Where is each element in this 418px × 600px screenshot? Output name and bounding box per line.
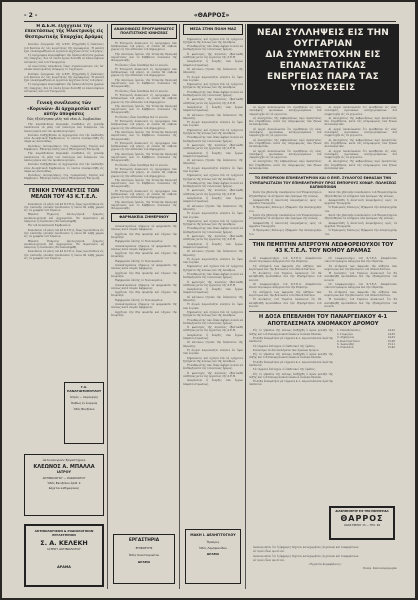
header-rule — [24, 21, 396, 22]
column-3 — [183, 24, 243, 589]
headline-ktel-strike: ΤΗΝ ΠΕΜΠΤΗΝ ΑΠΕΡΓΟΥΝ ΛΕΩΦΟΡΕΙΟΥΧΟΙ ΤΟΥ 43 Κ.Τ.Ε.Λ. ΤΟΥ ΝΟΜΟΥ ΔΡΑΜΑΣ — [252, 241, 394, 255]
separator — [24, 184, 104, 185]
result-name: 4. Κωνσταντίνου — [337, 339, 360, 343]
result-time: 14.52 — [387, 336, 395, 340]
results-table — [336, 329, 396, 349]
ad-panagiotopoulou: Γ.Α. ΠΑΝΑΓΙΩΤΟΠΟΥΛΟΥ Ἰατρὸς — Χειρουργός Ἰσοβίως ἐν ἐνεργείᾳ Ὁδὸς Βενιζέλου — [64, 382, 104, 444]
article-pharmacy: Διανυκτερεύουν σήμερον τὰ φαρμακεῖα τῆς πόλεως κατὰ σειρὰν ἐφημερίας. Ἀρχίζουν τὴν 8ην πρωϊνὴν καὶ λήγουν τὴν ἑπομένην. Ἐφημερεύει ἐπίσης τὸ Νοσοκομεῖον. Διανυκτερεύουν σήμερον τὰ φαρμακεῖα τῆς πόλεως κατὰ σειρὰν ἐφημερίας. Ἀρχίζουν τὴν 8ην πρωϊνὴν καὶ λήγουν τὴν ἑπομένην. Ἐφημερεύει ἐπίσης τὸ Νοσοκομεῖον. Διανυκτερεύουν σήμερον τὰ φαρμακεῖα τῆς πόλεως κατὰ σειρὰν ἐφημερίας. Ἀρχίζουν τὴν 8ην πρωϊνὴν καὶ λήγουν τὴν ἑπομένην. Ἐφημερεύει ἐπίσης τὸ Νοσοκομεῖον. Διανυκτερεύουν σήμερον τὰ φαρμακεῖα τῆς πόλεως κατὰ σειρὰν ἐφημερίας. Ἀρχίζουν τὴν 8ην πρωϊνὴν καὶ λήγουν τὴν ἑπομένην. Ἐφημερεύει ἐπίσης τὸ Νοσοκομεῖον. Διανυκτερεύουν σήμερον τὰ φαρμακεῖα τῆς πόλεως κατὰ σειρὰν ἐφημερίας. Ἀρχίζουν τὴν 8ην πρωϊνὴν καὶ λήγουν τὴν ἑπομένην. — [111, 225, 177, 317]
sports-section — [249, 329, 397, 387]
page-header — [24, 10, 396, 20]
column-4 — [249, 106, 397, 590]
subheadline-korynon: Πῶς ἐξελέγησαν μέλη τοῦ νέου Δ. Συμβουλίου — [27, 116, 101, 121]
city-box: ΜΕΣΑ ΣΤΗΝ ΠΟΛΗ ΜΑΣ — [183, 24, 243, 35]
headline-chamber: ΤΟ ΕΜΠΟΡΙΚΟΝ ΕΠΙΜΕΛΗΤΗΡΙΟΝ ΚΑΙ Ο ΕΜΠ. ΣΥΛΛΟΓΟΣ ΕΦΘΑΣΑΝ ΤΗΝ ΣΥΜΠΑΡΑΣΤΑΣΙΝ ΤΟΥ ΕΠΙΜΕΛΗΤΗΡΙΟΥ ΠΡΟΣ ΕΜΠΟΡΟΥΣ ΧΟΝΔΡ. ΠΩΛΗΣΕΩΣ ΚΑΠΝΟΠΟΙΩΝ — [249, 176, 397, 189]
headline-korynon: Γενικὴ συνέλευσις τῶν «Κορυνῶν» Αἱ ἀρχαιρεσίαι κατ’ αὐτήν ἀποφάσεις — [27, 100, 101, 116]
article-notice: Ἀνακοινοῦται ὅτι ἡ ἐφημερὶς δέχεται καταχωρήσεις ἀγγελιῶν καὶ διαφημίσεων. Αἱ τιμαὶ εἶναι προσιταί. Ἀνακοινοῦται ὅτι ἡ ἐφημερὶς δέχεται καταχωρήσεις ἀγγελιῶν καὶ διαφημίσεων. Αἱ τιμαὶ εἶναι προσιταί. «Ἐργασία Ἀναμφίβολος» Πολεμ. Καπνοπαραγωγῶν — [253, 546, 397, 571]
column-2 — [111, 24, 177, 589]
headline-doxa: Η ΔΟΞΑ ΕΠΕΒΛΗΘΗ ΤΟΥ ΠΑΝΑΡΓΕΙΑΚΟΥ 4-1 ΑΠΟΤΕΛΕΣΜΑΤΑ ΧΝΟΜΑΚΟΥ ΔΡΟΜΟΥ — [258, 314, 388, 327]
column-rule — [107, 24, 108, 589]
result-name: 3. Δημητρίου — [337, 336, 355, 340]
pharmacy-box: ΦΑΡΜΑΚΕΙΑ ΣΗΜΕΡΙΝΟΥ — [111, 213, 177, 222]
article-doxa: Εἰς τὸ γήπεδον τῆς πόλεως διεξήχθη ὁ ἀγὼν μεταξὺ τῆς Δόξης καὶ τοῦ Παναργειακοῦ ἐνώπιον πολλῶν θεατῶν. Ἡ Δόξα ἐπεκράτησε μὲ τέρματα 4-1, παρουσιάσασα ἀρίστην ἀπόδοσιν. Τὰ τέρματα ἐπέτυχον οἱ ἐπιθετικοὶ τῆς ὁμάδος. Κατωτέρω τὰ ἀποτελέσματα τῶν ἀγώνων δρόμου. Εἰς τὸ γήπεδον τῆς πόλεως διεξήχθη ὁ ἀγὼν μεταξὺ τῆς Δόξης καὶ τοῦ Παναργειακοῦ ἐνώπιον πολλῶν θεατῶν. Ἡ Δόξα ἐπεκράτησε μὲ τέρματα 4-1, παρουσιάσασα ἀρίστην ἀπόδοσιν. Τὰ τέρματα ἐπέτυχον οἱ ἐπιθετικοὶ τῆς ὁμάδος. Εἰς τὸ γήπεδον τῆς πόλεως διεξήχθη ὁ ἀγὼν μεταξὺ τῆς Δόξης καὶ τοῦ Παναργειακοῦ ἐνώπιον πολλῶν θεατῶν. Ἡ Δόξα ἐπεκράτησε μὲ τέρματα 4-1, παρουσιάσασα ἀρίστην ἀπόδοσιν. — [249, 329, 333, 387]
race-results — [336, 329, 396, 387]
article-ktel-strike: Οἱ λεωφορειοῦχοι τοῦ Κ.Τ.Ε.Λ. ἀπεφάσισαν εἰκοσιτετράωρον ἀπεργίαν διὰ τὴν Πέμπτην. Τὰ αἰτήματά των ἀφοροῦν τὴν αὔξησιν τῶν κομίστρων καὶ τὴν βελτίωσιν τοῦ ὁδικοῦ δικτύου. Ἡ Διοίκησις τοῦ Ταμείου ἀνακοινοῖ ὅτι θὰ καταβληθῇ προσπάθεια διὰ τὴν ἐξυπηρέτησιν τοῦ κοινοῦ. Οἱ λεωφορειοῦχοι τοῦ Κ.Τ.Ε.Λ. ἀπεφάσισαν εἰκοσιτετράωρον ἀπεργίαν διὰ τὴν Πέμπτην. Τὰ αἰτήματά των ἀφοροῦν τὴν αὔξησιν τῶν κομίστρων καὶ τὴν βελτίωσιν τοῦ ὁδικοῦ δικτύου. Ἡ Διοίκησις τοῦ Ταμείου ἀνακοινοῖ ὅτι θὰ καταβληθῇ προσπάθεια διὰ τὴν ἐξυπηρέτησιν τοῦ κοινοῦ. Οἱ λεωφορειοῦχοι τοῦ Κ.Τ.Ε.Λ. ἀπεφάσισαν εἰκοσιτετράωρον ἀπεργίαν διὰ τὴν Πέμπτην. Τὰ αἰτήματά των ἀφοροῦν τὴν αὔξησιν τῶν κομίστρων καὶ τὴν βελτίωσιν τοῦ ὁδικοῦ δικτύου. Ἡ Διοίκησις τοῦ Ταμείου ἀνακοινοῖ ὅτι θὰ καταβληθῇ προσπάθεια διὰ τὴν ἐξυπηρέτησιν τοῦ κοινοῦ. Οἱ λεωφορειοῦχοι τοῦ Κ.Τ.Ε.Λ. ἀπεφάσισαν εἰκοσιτετράωρον ἀπεργίαν διὰ τὴν Πέμπτην. Τὰ αἰτήματά των ἀφοροῦν τὴν αὔξησιν τῶν κομίστρων καὶ τὴν βελτίωσιν τοῦ ὁδικοῦ δικτύου. Ἡ Διοίκησις τοῦ Ταμείου ἀνακοινοῖ ὅτι θὰ καταβληθῇ προσπάθεια διὰ τὴν ἐξυπηρέτησιν τοῦ κοινοῦ. — [249, 256, 397, 308]
article-hungary: Αἱ ἀρχαὶ ἀνεκοίνωσαν ὅτι προέβησαν εἰς νέας συλλήψεις προσώπων κατηγορουμένων διὰ συμμετοχὴν εἰς τὰ γεγονότα. Αἱ ὑποσχέσεις τῆς κυβερνήσεως περὶ ἀμνηστείας δὲν ἐτηρήθησαν, κατὰ τὰς πληροφορίας τῶν ξένων ἀνταποκριτῶν. Αἱ ἀρχαὶ ἀνεκοίνωσαν ὅτι προέβησαν εἰς νέας συλλήψεις προσώπων κατηγορουμένων διὰ συμμετοχὴν εἰς τὰ γεγονότα. Αἱ ὑποσχέσεις τῆς κυβερνήσεως περὶ ἀμνηστείας δὲν ἐτηρήθησαν, κατὰ τὰς πληροφορίας τῶν ξένων ἀνταποκριτῶν. Αἱ ἀρχαὶ ἀνεκοίνωσαν ὅτι προέβησαν εἰς νέας συλλήψεις προσώπων κατηγορουμένων διὰ συμμετοχὴν εἰς τὰ γεγονότα. Αἱ ὑποσχέσεις τῆς κυβερνήσεως περὶ ἀμνηστείας δὲν ἐτηρήθησαν, κατὰ τὰς πληροφορίας τῶν ξένων ἀνταποκριτῶν. Αἱ ἀρχαὶ ἀνεκοίνωσαν ὅτι προέβησαν εἰς νέας συλλήψεις προσώπων κατηγορουμένων διὰ συμμετοχὴν εἰς τὰ γεγονότα. Αἱ ὑποσχέσεις τῆς κυβερνήσεως περὶ ἀμνηστείας δὲν ἐτηρήθησαν, κατὰ τὰς πληροφορίας τῶν ξένων ἀνταποκριτῶν. Αἱ ἀρχαὶ ἀνεκοίνωσαν ὅτι προέβησαν εἰς νέας συλλήψεις προσώπων κατηγορουμένων διὰ συμμετοχὴν εἰς τὰ γεγονότα. Αἱ ὑποσχέσεις τῆς κυβερνήσεως περὶ ἀμνηστείας δὲν ἐτηρήθησαν, κατὰ τὰς πληροφορίας τῶν ξένων ἀνταποκριτῶν. Αἱ ἀρχαὶ ἀνεκοίνωσαν ὅτι προέβησαν εἰς νέας συλλήψεις προσώπων κατηγορουμένων διὰ συμμετοχὴν εἰς τὰ γεγονότα. Αἱ ὑποσχέσεις τῆς κυβερνήσεως περὶ ἀμνηστείας δὲν ἐτηρήθησαν, κατὰ τὰς πληροφορίας τῶν ξένων ἀνταποκριτῶν. — [249, 106, 397, 171]
article-city: Σημειώσεις καὶ σχόλια διὰ τὰ τρέχοντα ζητήματα τῆς πόλεως καὶ τῆς ὑπαίθρου. Ἡ καθαριότης τῶν ὁδῶν ἀφήνει πολλὰ νὰ ἐπιθυμῇ κατὰ τὰς τελευταίας ἡμέρας. Ὁ φωτισμὸς τῆς πλατείας ἐβελτιώθη αἰσθητῶς μετὰ τὰς ἐργασίας τῆς Δ.Ε.Η. Ἀναμένεται ἡ ἔναρξις τῶν ἔργων ἀσφαλτοστρώσεως. Οἱ κάτοικοι ζητοῦν τὴν ἐπέκτασιν τῆς ὕδρευσης. Ἡ ἀγορὰ παρουσιάζει κίνησιν ἐν ὄψει τῶν ἑορτῶν. Σημειώσεις καὶ σχόλια διὰ τὰ τρέχοντα ζητήματα τῆς πόλεως καὶ τῆς ὑπαίθρου. Ἡ καθαριότης τῶν ὁδῶν ἀφήνει πολλὰ νὰ ἐπιθυμῇ κατὰ τὰς τελευταίας ἡμέρας. Ὁ φωτισμὸς τῆς πλατείας ἐβελτιώθη αἰσθητῶς μετὰ τὰς ἐργασίας τῆς Δ.Ε.Η. Ἀναμένεται ἡ ἔναρξις τῶν ἔργων ἀσφαλτοστρώσεως. Οἱ κάτοικοι ζητοῦν τὴν ἐπέκτασιν τῆς ὕδρευσης. Ἡ ἀγορὰ παρουσιάζει κίνησιν ἐν ὄψει τῶν ἑορτῶν. Σημειώσεις καὶ σχόλια διὰ τὰ τρέχοντα ζητήματα τῆς πόλεως καὶ τῆς ὑπαίθρου. Ἡ καθαριότης τῶν ὁδῶν ἀφήνει πολλὰ νὰ ἐπιθυμῇ κατὰ τὰς τελευταίας ἡμέρας. Ὁ φωτισμὸς τῆς πλατείας ἐβελτιώθη αἰσθητῶς μετὰ τὰς ἐργασίας τῆς Δ.Ε.Η. Ἀναμένεται ἡ ἔναρξις τῶν ἔργων ἀσφαλτοστρώσεως. Οἱ κάτοικοι ζητοῦν τὴν ἐπέκτασιν τῆς ὕδρευσης. Ἡ ἀγορὰ παρουσιάζει κίνησιν ἐν ὄψει τῶν ἑορτῶν. Σημειώσεις καὶ σχόλια διὰ τὰ τρέχοντα ζητήματα τῆς πόλεως καὶ τῆς ὑπαίθρου. Ἡ καθαριότης τῶν ὁδῶν ἀφήνει πολλὰ νὰ ἐπιθυμῇ κατὰ τὰς τελευταίας ἡμέρας. Ὁ φωτισμὸς τῆς πλατείας ἐβελτιώθη αἰσθητῶς μετὰ τὰς ἐργασίας τῆς Δ.Ε.Η. Ἀναμένεται ἡ ἔναρξις τῶν ἔργων ἀσφαλτοστρώσεως. Οἱ κάτοικοι ζητοῦν τὴν ἐπέκτασιν τῆς ὕδρευσης. Ἡ ἀγορὰ παρουσιάζει κίνησιν ἐν ὄψει τῶν ἑορτῶν. Σημειώσεις καὶ σχόλια διὰ τὰ τρέχοντα ζητήματα τῆς πόλεως καὶ τῆς ὑπαίθρου. Ἡ καθαριότης τῶν ὁδῶν ἀφήνει πολλὰ νὰ ἐπιθυμῇ κατὰ τὰς τελευταίας ἡμέρας. Ὁ φωτισμὸς τῆς πλατείας ἐβελτιώθη αἰσθητῶς μετὰ τὰς ἐργασίας τῆς Δ.Ε.Η. Ἀναμένεται ἡ ἔναρξις τῶν ἔργων ἀσφαλτοστρώσεως. Οἱ κάτοικοι ζητοῦν τὴν ἐπέκτασιν τῆς ὕδρευσης. Ἡ ἀγορὰ παρουσιάζει κίνησιν ἐν ὄψει τῶν ἑορτῶν. Σημειώσεις καὶ σχόλια διὰ τὰ τρέχοντα ζητήματα τῆς πόλεως καὶ τῆς ὑπαίθρου. Ἡ καθαριότης τῶν ὁδῶν ἀφήνει πολλὰ νὰ ἐπιθυμῇ κατὰ τὰς τελευταίας ἡμέρας. Ὁ φωτισμὸς τῆς πλατείας ἐβελτιώθη αἰσθητῶς μετὰ τὰς ἐργασίας τῆς Δ.Ε.Η. Ἀναμένεται ἡ ἔναρξις τῶν ἔργων ἀσφαλτοστρώσεως. Οἱ κάτοικοι ζητοῦν τὴν ἐπέκτασιν τῆς ὕδρευσης. Ἡ ἀγορὰ παρουσιάζει κίνησιν ἐν ὄψει τῶν ἑορτῶν. Σημειώσεις καὶ σχόλια διὰ τὰ τρέχοντα ζητήματα τῆς πόλεως καὶ τῆς ὑπαίθρου. Ἡ καθαριότης τῶν ὁδῶν ἀφήνει πολλὰ νὰ ἐπιθυμῇ κατὰ τὰς τελευταίας ἡμέρας. Ὁ φωτισμὸς τῆς πλατείας ἐβελτιώθη αἰσθητῶς μετὰ τὰς ἐργασίας τῆς Δ.Ε.Η. Ἀναμένεται ἡ ἔναρξις τῶν ἔργων ἀσφαλτοστρώσεως. Οἱ κάτοικοι ζητοῦν τὴν ἐπέκτασιν τῆς ὕδρευσης. Ἡ ἀγορὰ παρουσιάζει κίνησιν ἐν ὄψει τῶν ἑορτῶν. Σημειώσεις καὶ σχόλια διὰ τὰ τρέχοντα ζητήματα τῆς πόλεως καὶ τῆς ὑπαίθρου. Ἡ καθαριότης τῶν ὁδῶν ἀφήνει πολλὰ νὰ ἐπιθυμῇ κατὰ τὰς τελευταίας ἡμέρας. Ὁ φωτισμὸς τῆς πλατείας ἐβελτιώθη αἰσθητῶς μετὰ τὰς ἐργασίας τῆς Δ.Ε.Η. Ἀναμένεται ἡ ἔναρξις τῶν ἔργων ἀσφαλτοστρώσεως. — [183, 37, 243, 386]
banner-headline: ΝΕΑΙ ΣΥΛΛΗΨΕΙΣ ΕΙΣ ΤΗΝ ΟΥΓΓΑΡΙΑΝ ΔΙΑ ΣΥΜΜΕΤΟΧΗΝ ΕΙΣ ΕΠΑΝΑΣΤΑΤΙΚΑΣ ΕΝΕΡΓΕΙΑΣ ΠΑΡΑ ΤΑΣ ΥΠΟΣΧΕΣΕΙΣ — [247, 24, 399, 104]
result-time: 15.08 — [387, 339, 395, 343]
result-time: 14.35 — [387, 332, 395, 336]
masthead: «ΘΑΡΡΟΣ» — [193, 11, 230, 19]
column-rule — [245, 24, 246, 589]
result-time: 15.40 — [387, 346, 395, 350]
result-name: 2. Γεωργίου — [337, 332, 353, 336]
result-name: 6. Νικολάου — [337, 346, 354, 350]
ad-workshops: ΕΡΓΑΣΤΗΡΙΑ ΕΠΙΣΚΕΥΗΣ Ὁδὸς Κουντουριώτου ΔΡΑΜΑ — [113, 534, 175, 584]
result-row — [336, 346, 396, 349]
result-name: 1. Παπαδόπουλος — [337, 329, 361, 333]
headline-ktel-assembly: ΓΕΝΙΚΗ ΣΥΝΕΛΕΥΣΙΣ ΤΩΝ ΜΕΛΩΝ ΤΟΥ 43 Κ.Τ.Ε.Λ. — [28, 187, 100, 201]
ad-keleki: ΑΚΤΙΝΟΛΟΓΙΚΟΝ & ΡΑΔΙΟΛΟΓΙΚΟΝ ΕΡΓΑΣΤΗΡΙΟΝ Σ. Α. ΚΕΛΕΚΗ ΙΑΤΡΟΥ ΑΚΤΙΝΟΛΟΓΟΥ ΔΡΑΜΑ — [24, 524, 104, 587]
headline-dei: Ἡ Δ.Ε.Η. ἐξήγγειλε τὴν ἐπεκτάσεως τῆς Ἠλεκτρικῆς εἰς Θεσπρωτικῆς Ἐπαρχίας Δράμας — [24, 24, 104, 40]
result-time: 15.21 — [387, 342, 395, 346]
newspaper-page — [2, 2, 415, 598]
ad-mpalla: Ἀκτινολογικὸν Ἐργαστήριον ΚΛΕΩΝΟΣ Α. ΜΠΑΛΛΑ ΙΑΤΡΟΥ ΑΚΤΙΝΟΛΟΓΟΥ — ΡΑΔΙΟΛΟΓΟΥ Ὁδὸς Βενιζέλου ἀριθ. 4 Δέχεται καθημερινῶς — [24, 454, 104, 516]
ad-tharros: ΔΙΑΦΗΜΙΣΘΗΤΕ ΕΙΣ ΤΗΝ ΕΦΗΜΕΡΙΔΑ ΘΑΡΡΟΣ ΟΔΟΣ ΕΡΜΟΥ 13 — ΤΗΛ. 69 — [329, 506, 395, 540]
separator — [249, 173, 397, 174]
result-name: 5. Ἰωαννίδης — [337, 342, 355, 346]
separator — [24, 96, 104, 97]
program-box: ΑΝΑΚΟΙΝΩΣΙΣ ΠΡΟΓΡΑΜΜΑΤΟΣ ΠΟΛΙΤΙΣΤΙΚΗΣ ΚΙΝΗΣΕΩΣ — [111, 24, 177, 39]
article-dei: Κατόπιν ἐνεργειῶν τῆς Δ.Ε.Η. ἐξηγγέλθη ἡ ἐπέκτασις τοῦ δικτύου εἰς τὰς κοινότητας τῆς περιφερείας. Ἡ μελέτη ἔχει ὁλοκληρωθῆ καὶ αἱ ἐργασίαι ἀρχίζουν ἐντὸς τοῦ μηνός. Τὸ πρόγραμμα περιλαμβάνει τὴν ἠλεκτροδότησιν χωρίων τῆς ἐπαρχίας, διὰ τὰ ὁποῖα ἔχουν διατεθῆ αἱ ἀπαιτούμεναι πιστώσεις ὑπὸ τοῦ Ὑπουργείου. Αἱ κοινότητες καλοῦνται ὅπως συγκεντρώσουν τὰς ὑπ’ αὐτῶν ἀναλογούσας εἰσφορὰς τὸ ταχύτερον. Κατόπιν ἐνεργειῶν τῆς Δ.Ε.Η. ἐξηγγέλθη ἡ ἐπέκτασις τοῦ δικτύου εἰς τὰς κοινότητας τῆς περιφερείας. Ἡ μελέτη ἔχει ὁλοκληρωθῆ καὶ αἱ ἐργασίαι ἀρχίζουν ἐντὸς τοῦ μηνός. Τὸ πρόγραμμα περιλαμβάνει τὴν ἠλεκτροδότησιν χωρίων τῆς ἐπαρχίας, διὰ τὰ ὁποῖα ἔχουν διατεθῆ αἱ ἀπαιτούμεναι πιστώσεις ὑπὸ τοῦ Ὑπουργείου. — [24, 43, 104, 94]
page-number: - 2 - — [24, 11, 38, 19]
separator — [249, 239, 397, 240]
column-1 — [24, 24, 104, 589]
result-time: 14.20 — [387, 329, 395, 333]
separator — [249, 311, 397, 312]
article-korynon: Τὴν παρελθοῦσαν Κυριακὴν συνῆλθον εἰς γενικὴν συνέλευσιν τὰ μέλη τοῦ συλλόγου καὶ ἐνέκριναν τὸν ἀπολογισμὸν καὶ τὸν προϋπολογισμόν. Κατόπιν διεξήχθησαν αἱ ἀρχαιρεσίαι διὰ τὴν ἀνάδειξιν νέου Διοικητικοῦ Συμβουλίου, τὸ ὁποῖον συνεκροτήθη εἰς σῶμα ὡς ἀκολούθως. Πρόεδρος, Ἀντιπρόεδρος, Γεν. Γραμματεύς, Ταμίας καὶ Σύμβουλοι. Ἐξελέγη ἐπίσης καὶ ἡ Ἐξελεγκτικὴ Ἐπιτροπή. Τὴν παρελθοῦσαν Κυριακὴν συνῆλθον εἰς γενικὴν συνέλευσιν τὰ μέλη τοῦ συλλόγου καὶ ἐνέκριναν τὸν ἀπολογισμὸν καὶ τὸν προϋπολογισμόν. Κατόπιν διεξήχθησαν αἱ ἀρχαιρεσίαι διὰ τὴν ἀνάδειξιν νέου Διοικητικοῦ Συμβουλίου, τὸ ὁποῖον συνεκροτήθη εἰς σῶμα ὡς ἀκολούθως. Πρόεδρος, Ἀντιπρόεδρος, Γεν. Γραμματεύς, Ταμίας καὶ Σύμβουλοι. Ἐξελέγη ἐπίσης καὶ ἡ Ἐξελεγκτικὴ Ἐπιτροπή. — [24, 122, 104, 181]
article-program: Ἡ Ἐπιτροπὴ ἀνακοινοῖ τὸ πρόγραμμα τῶν ἐκδηλώσεων τοῦ μηνός, αἱ ὁποῖαι θὰ λάβουν χώραν εἰς τὴν αἴθουσαν τοῦ Δημαρχείου. Τὴν Δευτέραν ὁμιλία, τὴν Τετάρτην θεατρικὴ παράστασις καὶ τὸ Σάββατον συναυλία τῆς Φιλαρμονικῆς. Ἡ εἴσοδος εἶναι ἐλευθέρα διὰ τὸ κοινόν. Ἡ Ἐπιτροπὴ ἀνακοινοῖ τὸ πρόγραμμα τῶν ἐκδηλώσεων τοῦ μηνός, αἱ ὁποῖαι θὰ λάβουν χώραν εἰς τὴν αἴθουσαν τοῦ Δημαρχείου. Τὴν Δευτέραν ὁμιλία, τὴν Τετάρτην θεατρικὴ παράστασις καὶ τὸ Σάββατον συναυλία τῆς Φιλαρμονικῆς. Ἡ εἴσοδος εἶναι ἐλευθέρα διὰ τὸ κοινόν. Ἡ Ἐπιτροπὴ ἀνακοινοῖ τὸ πρόγραμμα τῶν ἐκδηλώσεων τοῦ μηνός, αἱ ὁποῖαι θὰ λάβουν χώραν εἰς τὴν αἴθουσαν τοῦ Δημαρχείου. Τὴν Δευτέραν ὁμιλία, τὴν Τετάρτην θεατρικὴ παράστασις καὶ τὸ Σάββατον συναυλία τῆς Φιλαρμονικῆς. Ἡ εἴσοδος εἶναι ἐλευθέρα διὰ τὸ κοινόν. Ἡ Ἐπιτροπὴ ἀνακοινοῖ τὸ πρόγραμμα τῶν ἐκδηλώσεων τοῦ μηνός, αἱ ὁποῖαι θὰ λάβουν χώραν εἰς τὴν αἴθουσαν τοῦ Δημαρχείου. Τὴν Δευτέραν ὁμιλία, τὴν Τετάρτην θεατρικὴ παράστασις καὶ τὸ Σάββατον συναυλία τῆς Φιλαρμονικῆς. Ἡ Ἐπιτροπὴ ἀνακοινοῖ τὸ πρόγραμμα τῶν ἐκδηλώσεων τοῦ μηνός, αἱ ὁποῖαι θὰ λάβουν χώραν εἰς τὴν αἴθουσαν τοῦ Δημαρχείου. Τὴν Δευτέραν ὁμιλία, τὴν Τετάρτην θεατρικὴ παράστασις καὶ τὸ Σάββατον συναυλία τῆς Φιλαρμονικῆς. Ἡ εἴσοδος εἶναι ἐλευθέρα διὰ τὸ κοινόν. Ἡ Ἐπιτροπὴ ἀνακοινοῖ τὸ πρόγραμμα τῶν ἐκδηλώσεων τοῦ μηνός, αἱ ὁποῖαι θὰ λάβουν χώραν εἰς τὴν αἴθουσαν τοῦ Δημαρχείου. Τὴν Δευτέραν ὁμιλία, τὴν Τετάρτην θεατρικὴ παράστασις καὶ τὸ Σάββατον συναυλία τῆς Φιλαρμονικῆς. Ἡ Ἐπιτροπὴ ἀνακοινοῖ τὸ πρόγραμμα τῶν ἐκδηλώσεων τοῦ μηνός, αἱ ὁποῖαι θὰ λάβουν χώραν εἰς τὴν αἴθουσαν τοῦ Δημαρχείου. Τὴν Δευτέραν ὁμιλία, τὴν Τετάρτην θεατρικὴ παράστασις καὶ τὸ Σάββατον συναυλία τῆς Φιλαρμονικῆς. — [111, 41, 177, 211]
ad-delhgitoglou: ΜΑΚΗ Ι. ΔΕΛΗΓΙΤΟΓΛΟΥ Ἔμπορος Ὁδὸς Λαμπριανίδου ΔΡΑΜΑ — [185, 529, 241, 584]
column-rule — [179, 24, 180, 589]
article-ktel-assembly: Καλοῦνται τὰ μέλη τοῦ 43 Κ.Τ.Ε.Λ. ὅπως προσέλθουν εἰς τὴν τακτικὴν γενικὴν συνέλευσιν ἡ ὁποία θὰ λάβῃ χώραν εἰς τὰ γραφεῖα τοῦ Ταμείου. Θέματα: Ἔγκρισις ἀπολογισμοῦ, ἔγκρισις προϋπολογισμοῦ καὶ ἀρχαιρεσίαι. Ἐν περιπτώσει μὴ ἀπαρτίας ἡ συνέλευσις θὰ ἐπαναληφθῇ. Ἐκ τοῦ Διοικητικοῦ Συμβουλίου. Καλοῦνται τὰ μέλη τοῦ 43 Κ.Τ.Ε.Λ. ὅπως προσέλθουν εἰς τὴν τακτικὴν γενικὴν συνέλευσιν ἡ ὁποία θὰ λάβῃ χώραν εἰς τὰ γραφεῖα τοῦ Ταμείου. Θέματα: Ἔγκρισις ἀπολογισμοῦ, ἔγκρισις προϋπολογισμοῦ καὶ ἀρχαιρεσίαι. Ἐν περιπτώσει μὴ ἀπαρτίας ἡ συνέλευσις θὰ ἐπαναληφθῇ. Καλοῦνται τὰ μέλη τοῦ 43 Κ.Τ.Ε.Λ. ὅπως προσέλθουν εἰς τὴν τακτικὴν γενικὴν συνέλευσιν ἡ ὁποία θὰ λάβῃ χώραν εἰς τὰ γραφεῖα τοῦ Ταμείου. — [24, 202, 104, 260]
article-chamber: Κατὰ τὴν χθεσινὴν συνεδρίασιν τοῦ Ἐπιμελητηρίου ἐξητάσθησαν τὰ αἰτήματα τῶν ἐμπόρων τῆς πόλεως. Ἀπεφασίσθη ἡ ἀποστολὴ ὑπομνήματος πρὸς τὰ ἁρμόδια Ὑπουργεῖα. Ὁ Ἐμπορικὸς Σύλλογος ἐξέφρασε τὴν ἀλληλεγγύην του. Κατὰ τὴν χθεσινὴν συνεδρίασιν τοῦ Ἐπιμελητηρίου ἐξητάσθησαν τὰ αἰτήματα τῶν ἐμπόρων τῆς πόλεως. Ἀπεφασίσθη ἡ ἀποστολὴ ὑπομνήματος πρὸς τὰ ἁρμόδια Ὑπουργεῖα. Ὁ Ἐμπορικὸς Σύλλογος ἐξέφρασε τὴν ἀλληλεγγύην του. Κατὰ τὴν χθεσινὴν συνεδρίασιν τοῦ Ἐπιμελητηρίου ἐξητάσθησαν τὰ αἰτήματα τῶν ἐμπόρων τῆς πόλεως. Ἀπεφασίσθη ἡ ἀποστολὴ ὑπομνήματος πρὸς τὰ ἁρμόδια Ὑπουργεῖα. Ὁ Ἐμπορικὸς Σύλλογος ἐξέφρασε τὴν ἀλληλεγγύην του. Κατὰ τὴν χθεσινὴν συνεδρίασιν τοῦ Ἐπιμελητηρίου ἐξητάσθησαν τὰ αἰτήματα τῶν ἐμπόρων τῆς πόλεως. Ἀπεφασίσθη ἡ ἀποστολὴ ὑπομνήματος πρὸς τὰ ἁρμόδια Ὑπουργεῖα. Ὁ Ἐμπορικὸς Σύλλογος ἐξέφρασε τὴν ἀλληλεγγύην του. — [249, 191, 397, 236]
